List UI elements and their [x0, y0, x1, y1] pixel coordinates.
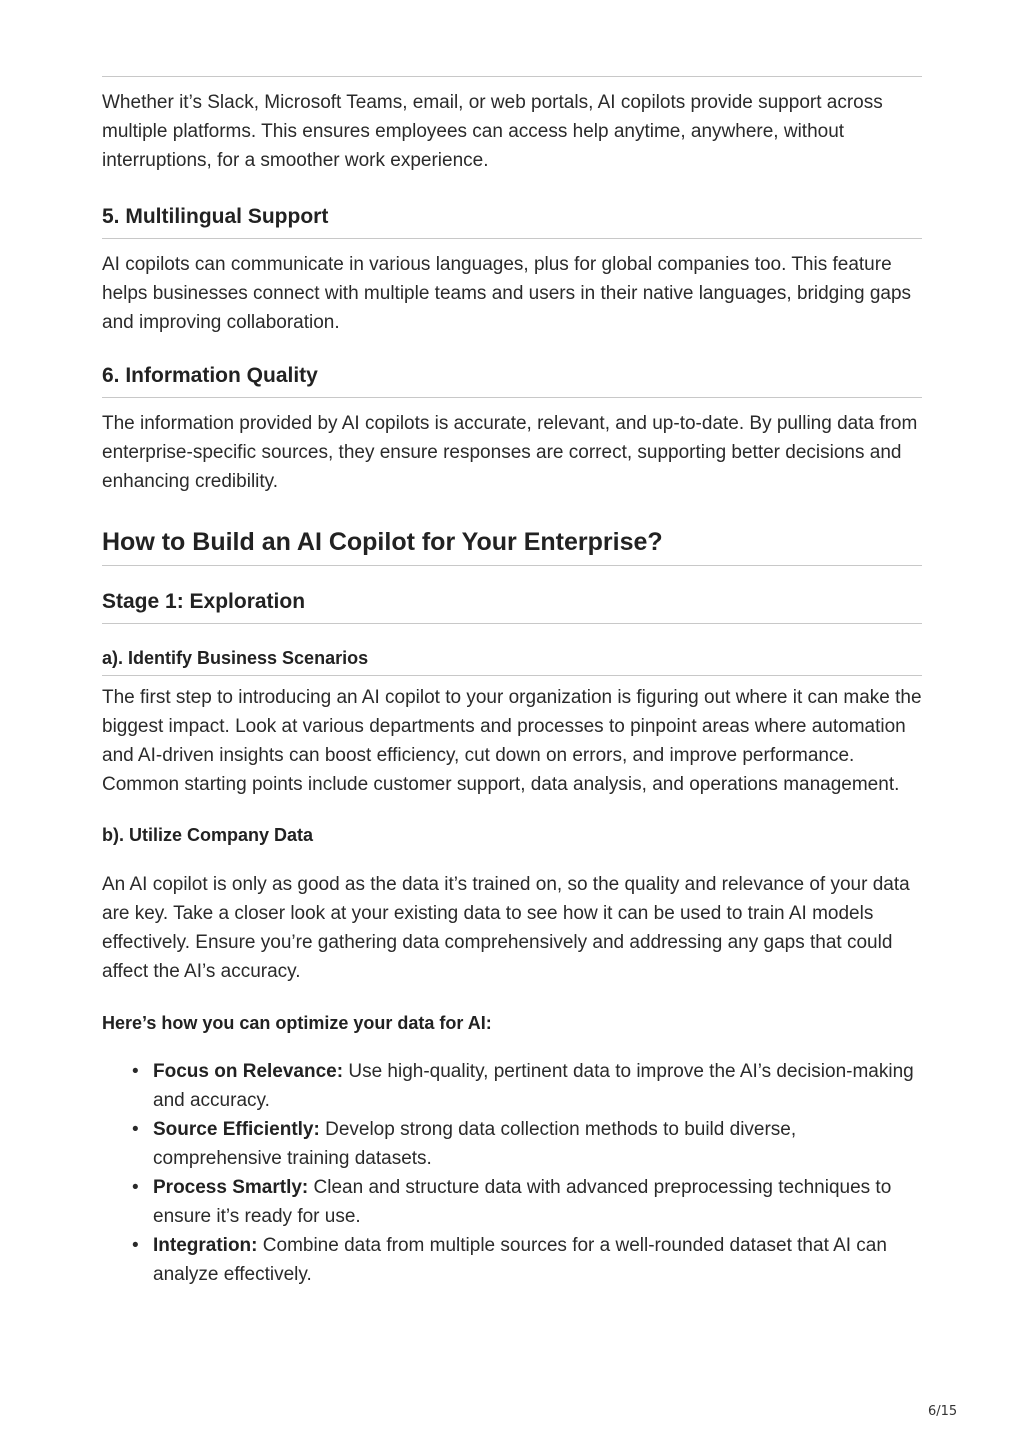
list-item-term: Focus on Relevance: [153, 1061, 344, 1082]
document-content [102, 88, 922, 1289]
utilize-company-data-body: An AI copilot is only as good as the data it’s trained on, so the quality and relevance of your data are key. Take a closer look at your existing data to see how it can be used to train AI models effectively. Ensure you’re gathering data comprehensively and addressing any gaps that could affect the AI’s accuracy. [102, 874, 910, 982]
build-heading: How to Build an AI Copilot for Your Enterprise? [102, 526, 922, 566]
stage1-heading: Stage 1: Exploration [102, 588, 922, 624]
list-item-term: Source Efficiently: [153, 1119, 320, 1140]
list-item-text: Develop strong data collection methods to build diverse, comprehensive training datasets. [153, 1119, 797, 1169]
section-heading-multilingual: 5. Multilingual Support [102, 203, 922, 239]
bullet-icon: • [132, 1177, 139, 1198]
intro-paragraph: Whether it’s Slack, Microsoft Teams, email, or web portals, AI copilots provide support across multiple platforms. This ensures employees can access help anytime, anywhere, without interruptions, for a smoother work experience. [102, 92, 883, 171]
list-item-text: Use high-quality, pertinent data to improve the AI’s decision-making and accuracy. [153, 1061, 914, 1111]
optimize-data-heading: Here’s how you can optimize your data for AI: [102, 1013, 492, 1033]
subheading-utilize-company-data: b). Utilize Company Data [102, 825, 314, 845]
subheading-identify-business-scenarios: a). Identify Business Scenarios [102, 646, 922, 676]
optimize-data-list [102, 1057, 922, 1289]
list-item-term: Process Smartly: [153, 1177, 309, 1198]
top-divider [102, 76, 922, 77]
list-item-text: Clean and structure data with advanced preprocessing techniques to ensure it’s ready for use. [153, 1177, 892, 1227]
section-heading-information-quality: 6. Information Quality [102, 362, 922, 398]
list-item-term: Integration: [153, 1235, 258, 1256]
section-body-information-quality: The information provided by AI copilots is accurate, relevant, and up-to-date. By pulling data from enterprise-specific sources, they ensure responses are correct, supporting better decisions and enhancing credibility. [102, 413, 918, 492]
page-number: 6/15 [928, 1404, 958, 1419]
bullet-icon: • [132, 1235, 139, 1256]
bullet-icon: • [132, 1119, 139, 1140]
list-item-text: Combine data from multiple sources for a well-rounded dataset that AI can analyze effectively. [153, 1235, 887, 1285]
list-item [132, 1057, 922, 1115]
list-item [132, 1173, 922, 1231]
section-body-multilingual: AI copilots can communicate in various languages, plus for global companies too. This feature helps businesses connect with multiple teams and users in their native languages, bridging gaps and improving collaboration. [102, 254, 912, 333]
bullet-icon: • [132, 1061, 139, 1082]
identify-business-scenarios-body: The first step to introducing an AI copilot to your organization is figuring out where it can make the biggest impact. Look at various departments and processes to pinpoint areas where automation and AI-driven insights can boost efficiency, cut down on errors, and improve performance. Common starting points include customer support, data analysis, and operations management. [102, 687, 922, 795]
list-item [132, 1115, 922, 1173]
list-item [132, 1231, 922, 1289]
